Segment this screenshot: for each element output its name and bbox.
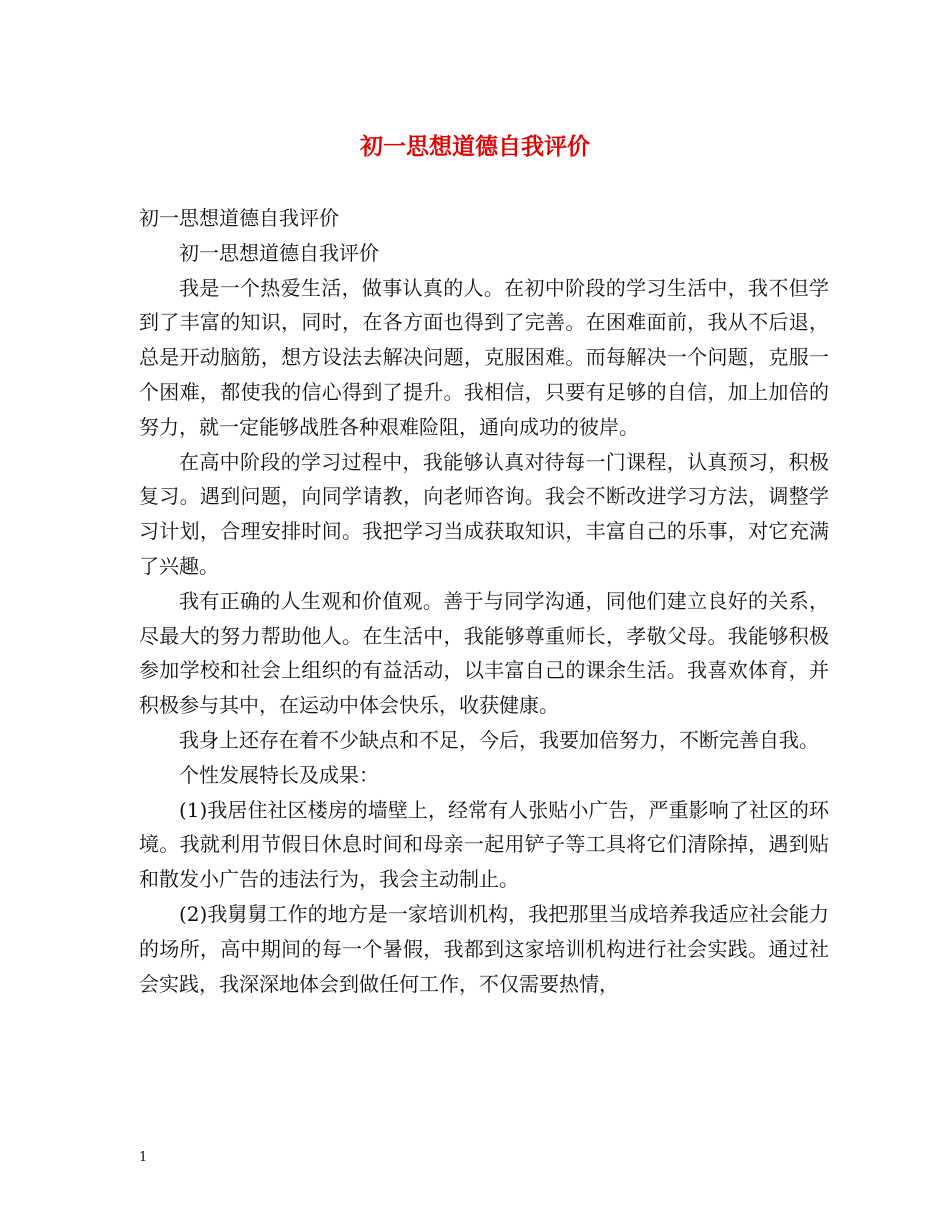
page-number: 1 <box>139 1150 148 1165</box>
paragraph-achievement-1: (1)我居住社区楼房的墙壁上，经常有人张贴小广告，严重影响了社区的环境。我就利用节假日休息时间和母亲一起用铲子等工具将它们清除掉，遇到贴和散发小广告的违法行为，我会主动制止。 <box>139 797 829 892</box>
paragraph-shortcomings: 我身上还存在着不少缺点和不足，今后，我要加倍努力，不断完善自我。 <box>179 727 819 752</box>
paragraph-subheading: 初一思想道德自我评价 <box>179 240 379 265</box>
document-title: 初一思想道德自我评价 <box>360 133 590 160</box>
document-body <box>139 201 829 1001</box>
paragraph-study: 在高中阶段的学习过程中，我能够认真对待每一门课程，认真预习，积极复习。遇到问题，向同学请教，向老师咨询。我会不断改进学习方法，调整学习计划，合理安排时间。我把学习当成获取知识，丰富自己的乐事，对它充满了兴趣。 <box>139 449 829 578</box>
paragraph-achievement-2: (2)我舅舅工作的地方是一家培训机构，我把那里当成培养我适应社会能力的场所，高中期间的每一个暑假，我都到这家培训机构进行社会实践。通过社会实践，我深深地体会到做任何工作，不仅需要热情， <box>139 901 829 996</box>
paragraph-intro: 我是一个热爱生活，做事认真的人。在初中阶段的学习生活中，我不但学到了丰富的知识，同时，在各方面也得到了完善。在困难面前，我从不后退，总是开动脑筋，想方设法去解决问题，克服困难。而每解决一个问题，克服一个困难，都使我的信心得到了提升。我相信，只要有足够的自信，加上加倍的努力，就一定能够战胜各种艰难险阻，通向成功的彼岸。 <box>139 275 829 439</box>
paragraph-heading: 初一思想道德自我评价 <box>139 206 339 230</box>
paragraph-achievements-heading: 个性发展特长及成果： <box>179 762 379 787</box>
paragraph-values: 我有正确的人生观和价值观。善于与同学沟通，同他们建立良好的关系，尽最大的努力帮助他人。在生活中，我能够尊重师长，孝敬父母。我能够积极参加学校和社会上组织的有益活动，以丰富自己的课余生活。我喜欢体育，并积极参与其中，在运动中体会快乐，收获健康。 <box>139 588 829 718</box>
